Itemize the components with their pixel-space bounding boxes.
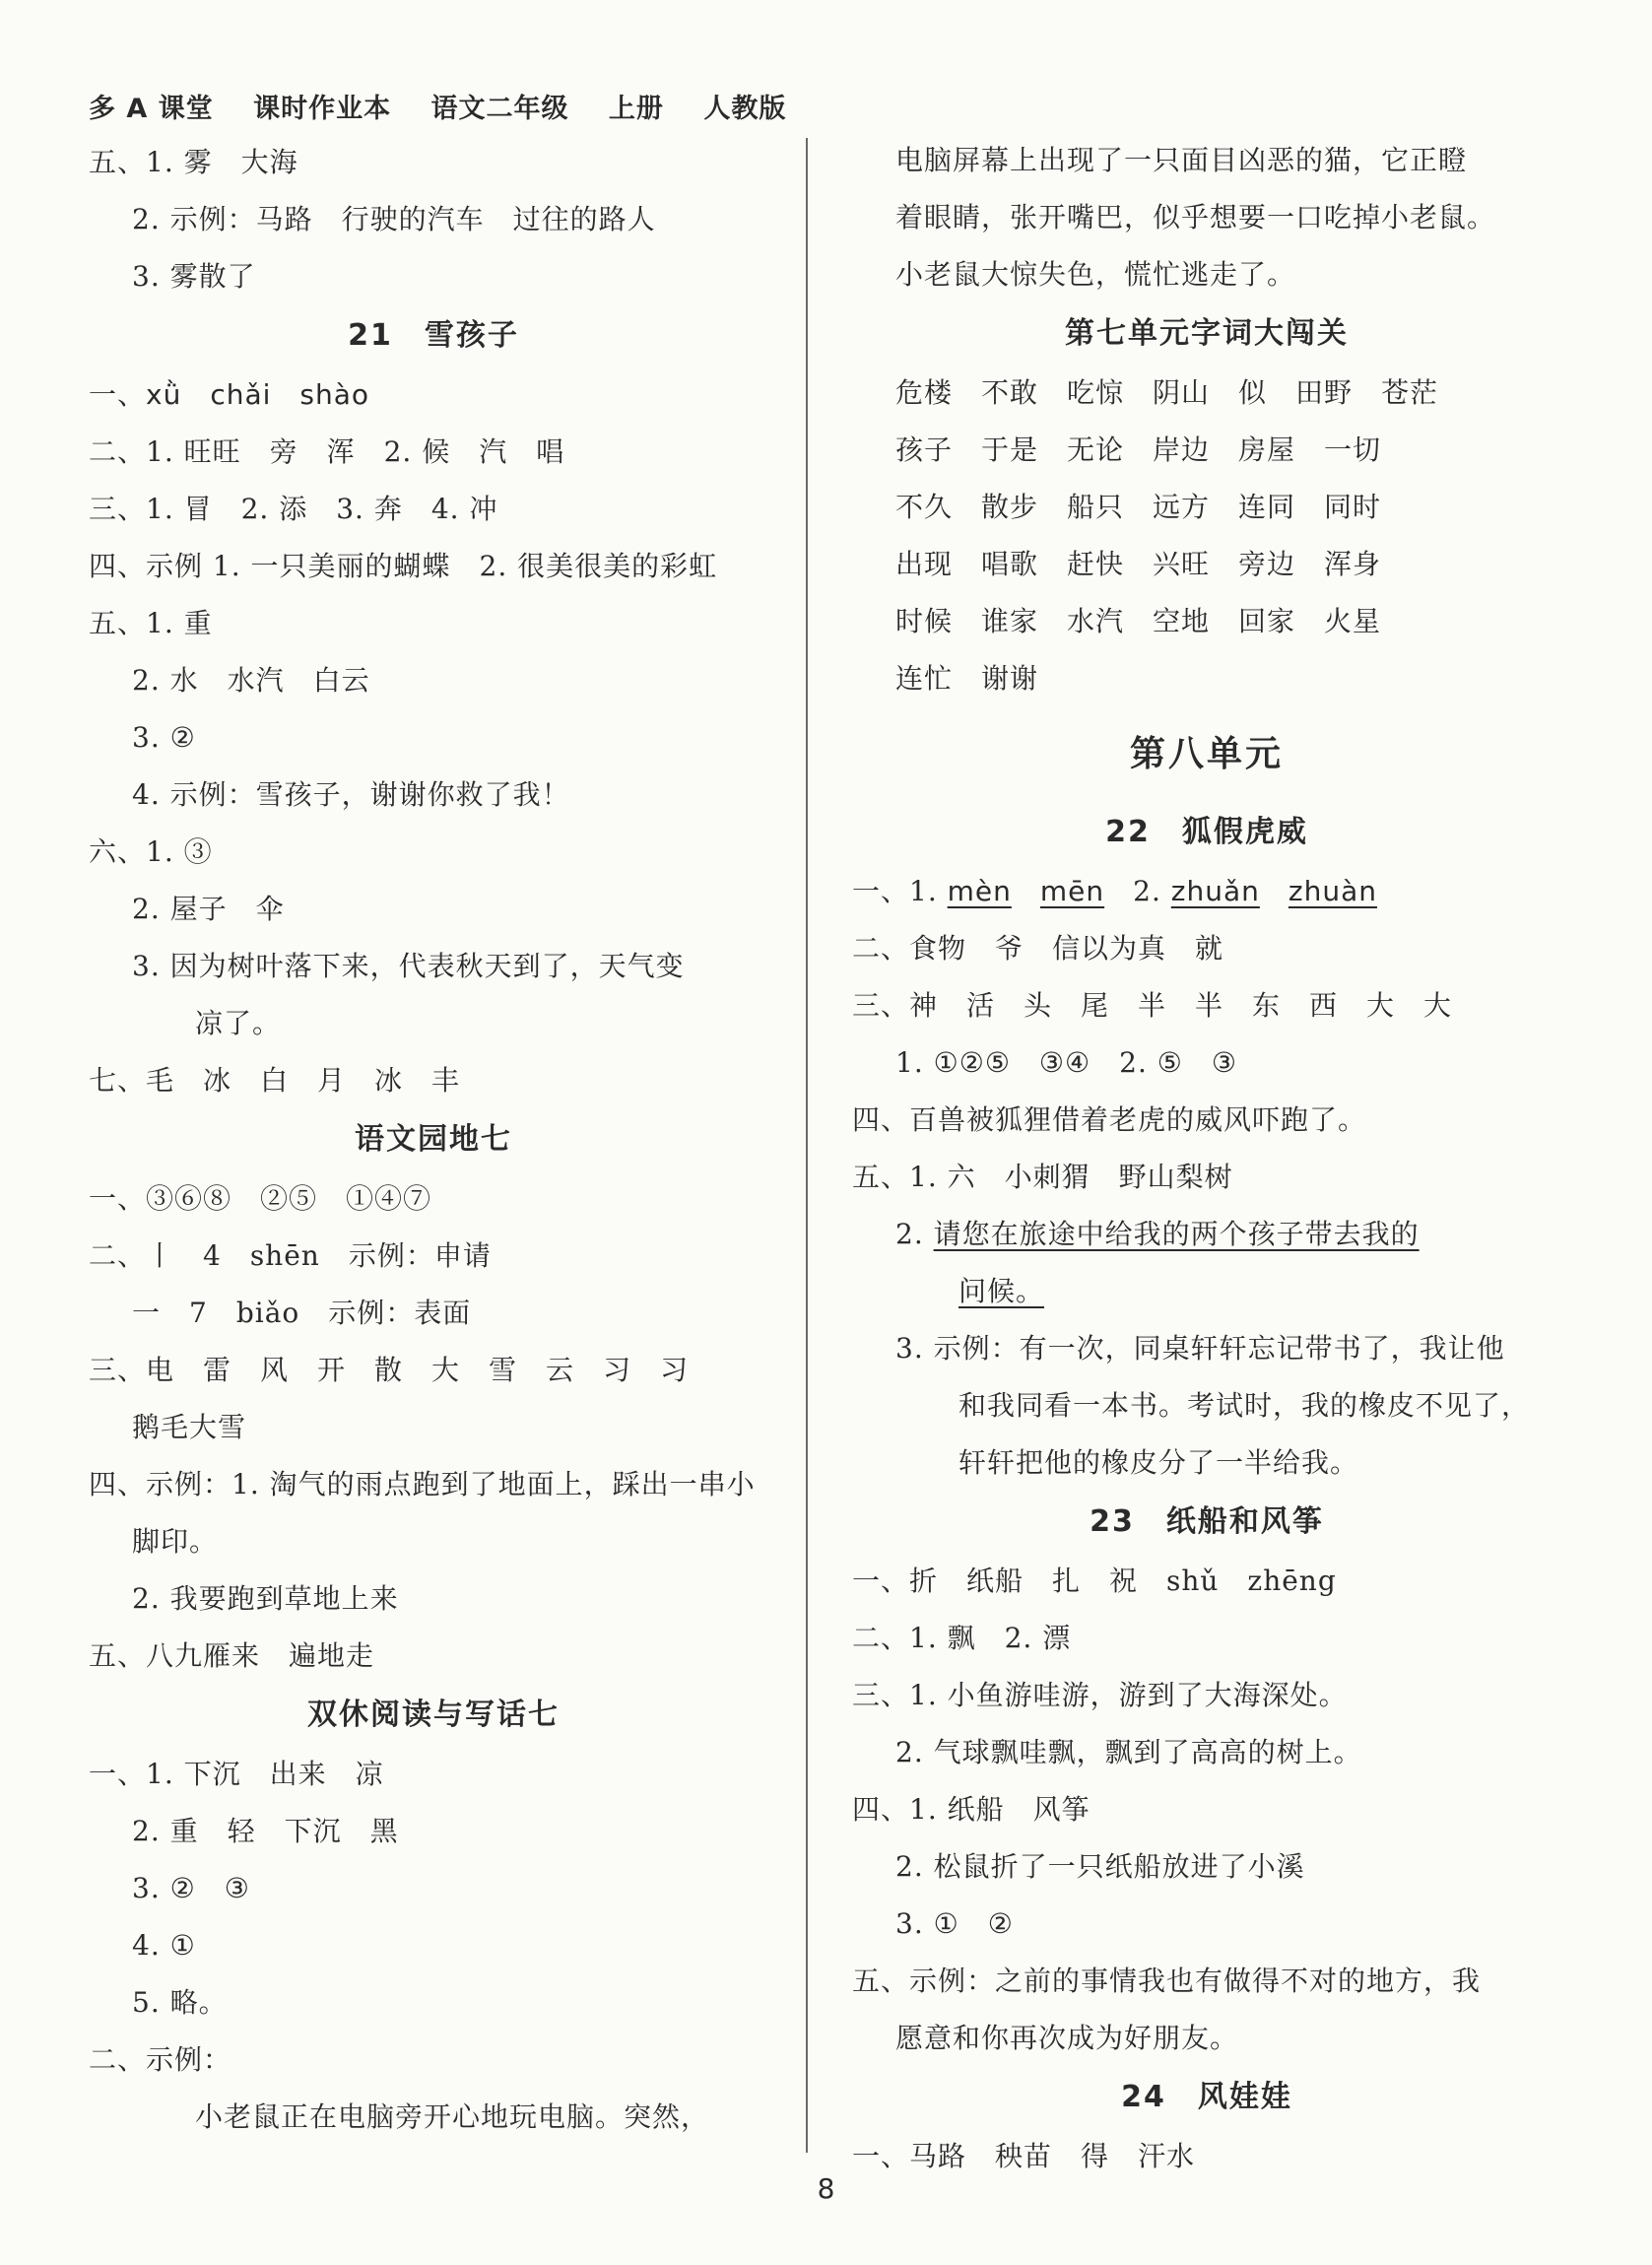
pinyin-answer: mēn xyxy=(1039,875,1105,907)
answer-line: 一、折 纸船 扎 祝 shǔ zhēng xyxy=(852,1565,1337,1597)
right-column xyxy=(852,132,1561,2185)
answer-line: 电脑屏幕上出现了一只面目凶恶的猫，它正瞪 xyxy=(895,144,1468,176)
pinyin-answer: zhuàn xyxy=(1288,875,1377,907)
answer-line: 凉了。 xyxy=(195,1007,282,1039)
answer-line: 3. 因为树叶落下来，代表秋天到了，天气变 xyxy=(132,950,685,982)
answer-line: 2. 示例：马路 行驶的汽车 过往的路人 xyxy=(132,203,656,235)
answer-line: 5. 略。 xyxy=(132,1986,228,2019)
answer-line: 2. 重 轻 下沉 黑 xyxy=(132,1815,399,1847)
header-subject: 语文二年级 xyxy=(430,94,569,124)
answer-line: 鹅毛大雪 xyxy=(132,1411,247,1443)
underlined-answer: 问候。 xyxy=(958,1275,1045,1307)
section-title-unit7-review: 第七单元字词大闯关 xyxy=(1065,316,1349,351)
answer-line: 2. 水 水汽 白云 xyxy=(132,664,370,697)
answer-line: 三、神 活 头 尾 半 半 东 西 大 大 xyxy=(852,989,1453,1022)
answer-line: 三、1. 冒 2. 添 3. 奔 4. 冲 xyxy=(89,493,498,525)
answer-line: 一、1. 下沉 出来 凉 xyxy=(89,1758,384,1790)
answer-line: 孩子 于是 无论 岸边 房屋 一切 xyxy=(895,433,1382,466)
answer-text: 2. xyxy=(895,1218,934,1250)
answer-line: 一 7 biǎo 示例：表面 xyxy=(132,1297,472,1329)
section-title-23: 23 纸船和风筝 xyxy=(1090,1504,1324,1539)
answer-line: 四、示例：1. 淘气的雨点跑到了地面上，踩出一串小 xyxy=(89,1468,756,1500)
pinyin-answer: zhuǎn xyxy=(1170,875,1260,907)
answer-line: 五、1. 六 小刺猬 野山梨树 xyxy=(852,1161,1233,1193)
answer-line: 脚印。 xyxy=(132,1525,219,1558)
answer-line: 2. 屋子 伞 xyxy=(132,893,285,925)
answer-line: 1. ①②⑤ ③④ 2. ⑤ ③ xyxy=(895,1046,1237,1079)
page-number: 8 xyxy=(817,2172,835,2205)
answer-line: 一、xǜ chǎi shào xyxy=(89,378,370,411)
answer-line: 时候 谁家 水汽 空地 回家 火星 xyxy=(895,605,1382,637)
section-title-24: 24 风娃娃 xyxy=(1121,2080,1292,2114)
answer-line: 出现 唱歌 赶快 兴旺 旁边 浑身 xyxy=(895,548,1382,580)
answer-line: 四、示例 1. 一只美丽的蝴蝶 2. 很美很美的彩虹 xyxy=(89,550,718,582)
header-brand: 多 A 课堂 xyxy=(89,94,214,124)
answer-line: 2. 我要跑到草地上来 xyxy=(132,1582,399,1615)
answer-line: 2. 气球飘哇飘，飘到了高高的树上。 xyxy=(895,1736,1362,1768)
answer-line: 三、电 雷 风 开 散 大 雪 云 习 习 xyxy=(89,1354,690,1386)
answer-line: 着眼睛，张开嘴巴，似乎想要一口吃掉小老鼠。 xyxy=(895,201,1496,233)
answer-line: 连忙 谢谢 xyxy=(895,662,1039,695)
answer-line: 危楼 不敢 吃惊 阴山 似 田野 苍茫 xyxy=(895,376,1439,409)
answer-line: 四、1. 纸船 风筝 xyxy=(852,1793,1090,1826)
answer-line: 五、1. 重 xyxy=(89,607,213,639)
column-divider xyxy=(806,138,808,2153)
answer-line: 二、1. 飘 2. 漂 xyxy=(852,1622,1072,1654)
answer-line: 七、毛 冰 白 月 冰 丰 xyxy=(89,1064,461,1097)
answer-line: 二、食物 爷 信以为真 就 xyxy=(852,932,1224,965)
answer-line: 二、1. 旺旺 旁 浑 2. 候 汽 唱 xyxy=(89,435,565,468)
pinyin-answer: mèn xyxy=(947,875,1012,907)
answer-line: 3. 示例：有一次，同桌轩轩忘记带书了，我让他 xyxy=(895,1332,1505,1365)
header-edition: 人教版 xyxy=(703,94,787,124)
answer-line: 轩轩把他的橡皮分了一半给我。 xyxy=(958,1446,1359,1479)
left-column xyxy=(89,134,778,2146)
answer-line: 2. 松鼠折了一只纸船放进了小溪 xyxy=(895,1850,1305,1883)
unit-eight-title: 第八单元 xyxy=(1129,734,1284,774)
answer-line: 一、马路 秧苗 得 汗水 xyxy=(852,2140,1196,2172)
answer-line: 小老鼠大惊失色，慌忙逃走了。 xyxy=(895,258,1296,291)
answer-line: 六、1. ③ xyxy=(89,835,213,868)
answer-line: 3. ② xyxy=(132,721,196,754)
answer-line: 小老鼠正在电脑旁开心地玩电脑。突然， xyxy=(195,2100,710,2133)
section-title-21: 21 雪孩子 xyxy=(348,318,519,353)
answer-line: 愿意和你再次成为好朋友。 xyxy=(895,2022,1239,2054)
answer-line: 二、示例： xyxy=(89,2043,232,2076)
answer-line: 二、丨 4 shēn 示例：申请 xyxy=(89,1239,492,1272)
header-book: 课时作业本 xyxy=(253,94,392,124)
section-title-shuangxiu: 双休阅读与写话七 xyxy=(307,1698,560,1732)
answer-line: 和我同看一本书。考试时，我的橡皮不见了， xyxy=(958,1389,1531,1422)
underlined-answer: 请您在旅途中给我的两个孩子带去我的 xyxy=(933,1218,1420,1250)
page-header xyxy=(89,87,816,125)
answer-line: 五、示例：之前的事情我也有做得不对的地方，我 xyxy=(852,1965,1482,1997)
answer-line: 3. ② ③ xyxy=(132,1872,250,1904)
answer-line xyxy=(852,1263,1561,1320)
answer-line: 五、1. 雾 大海 xyxy=(89,146,298,178)
answer-line: 4. 示例：雪孩子，谢谢你救了我！ xyxy=(132,778,570,811)
answer-line: 3. 雾散了 xyxy=(132,260,256,293)
answer-line xyxy=(852,863,1561,920)
section-title-22: 22 狐假虎威 xyxy=(1105,815,1308,849)
header-volume: 上册 xyxy=(608,94,664,124)
answer-line: 4. ① xyxy=(132,1929,196,1962)
answer-line: 三、1. 小鱼游哇游，游到了大海深处。 xyxy=(852,1679,1348,1711)
answer-line xyxy=(852,1206,1561,1263)
section-title-yuwen-yuandi: 语文园地七 xyxy=(355,1122,512,1157)
answer-line: 五、八九雁来 遍地走 xyxy=(89,1639,375,1672)
answer-line: 不久 散步 船只 远方 连同 同时 xyxy=(895,491,1382,523)
answer-text: 一、1. xyxy=(852,875,948,907)
answer-line: 一、③⑥⑧ ②⑤ ①④⑦ xyxy=(89,1182,432,1215)
answer-text: 2. xyxy=(1104,875,1171,907)
answer-line: 四、百兽被狐狸借着老虎的威风吓跑了。 xyxy=(852,1103,1367,1136)
answer-line: 3. ① ② xyxy=(895,1907,1014,1940)
